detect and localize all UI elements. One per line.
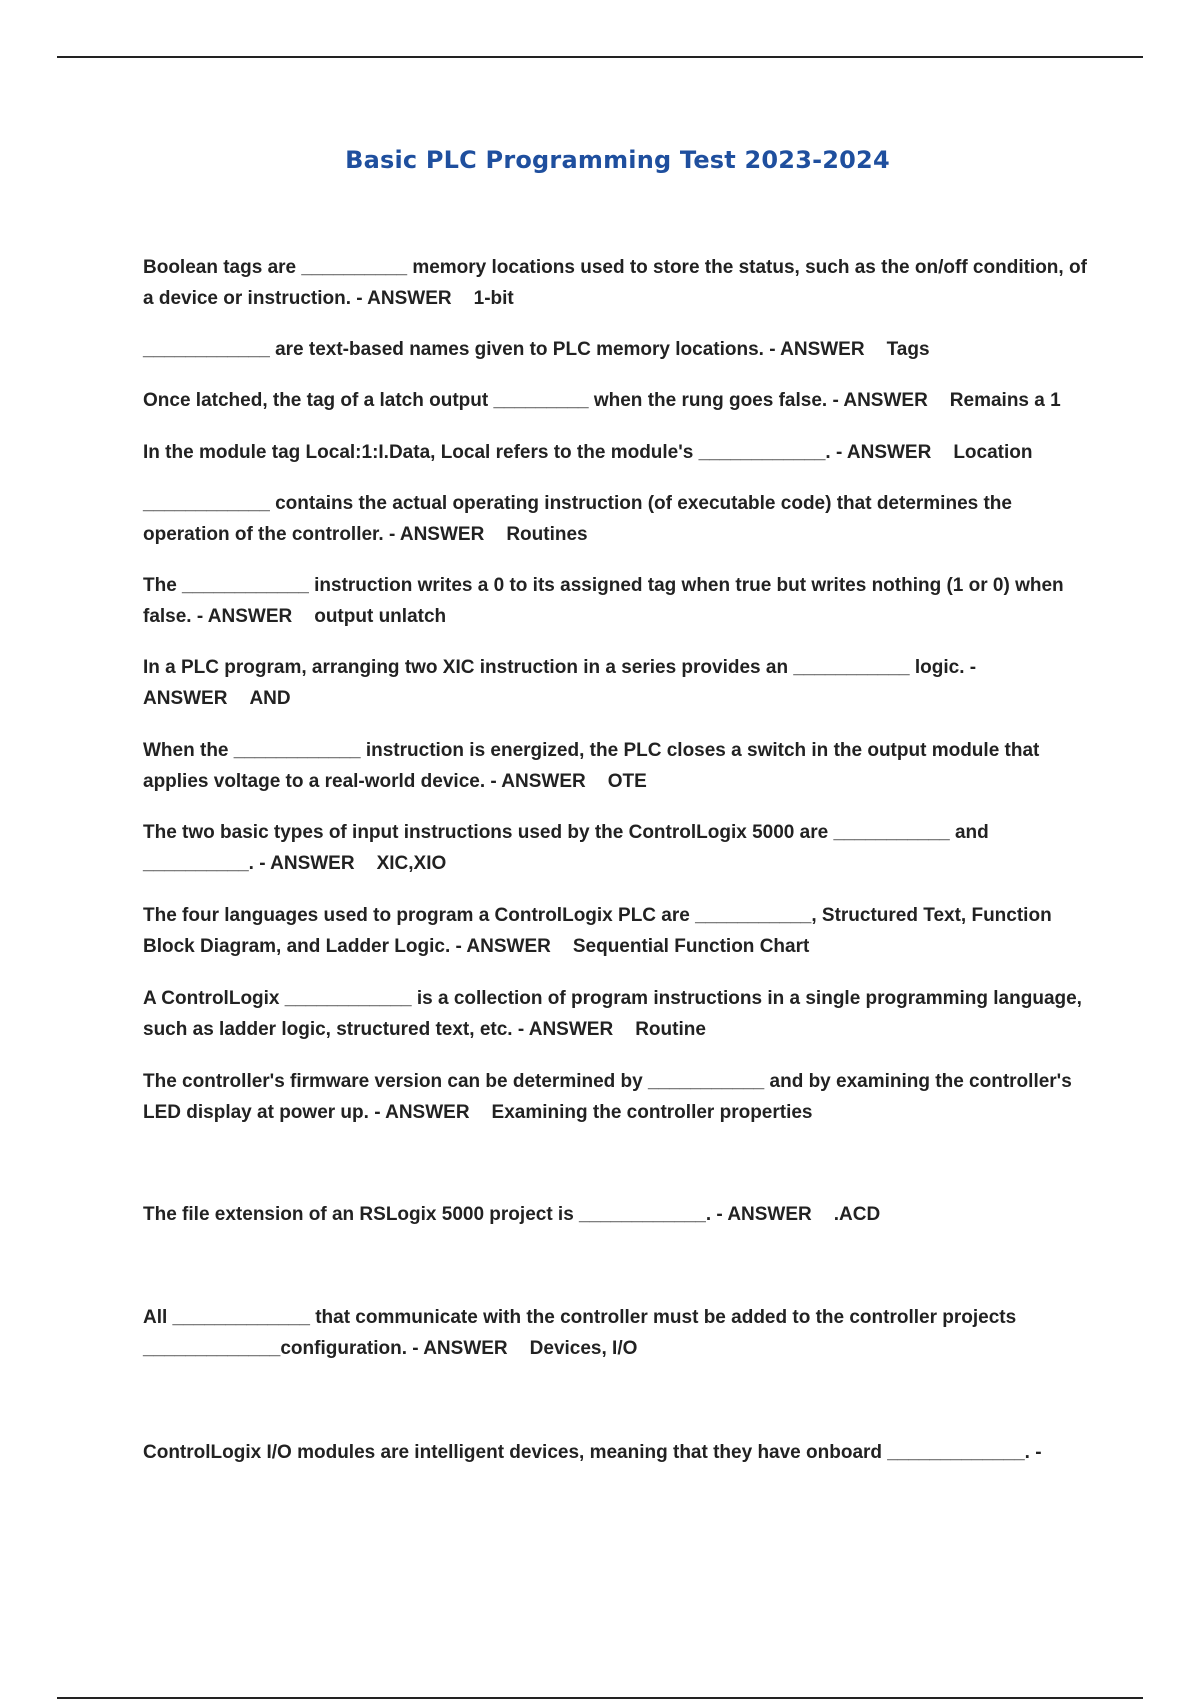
- question-text: In a PLC program, arranging two XIC instruction in a series provides an ___________ logic. - ANSWER: [143, 657, 977, 709]
- answer-text: Sequential Function Chart: [572, 936, 810, 957]
- qa-item-8: [143, 735, 1093, 797]
- top-rule: [57, 56, 1143, 58]
- page-title: Basic PLC Programming Test 2023-2024: [345, 146, 890, 174]
- question-text: The ____________ instruction writes a 0 to its assigned tag when true but writes nothing (1 or 0) when false. - ANSWER: [143, 575, 1064, 627]
- qa-item-9: [143, 817, 1093, 879]
- answer-text: Remains a 1: [949, 390, 1061, 411]
- question-text: In the module tag Local:1:I.Data, Local refers to the module's ____________. - ANSWER: [143, 442, 932, 463]
- qa-item-6: [143, 570, 1093, 632]
- answer-text: 1-bit: [473, 288, 514, 309]
- qa-item-5: [143, 488, 1093, 550]
- answer-text: AND: [249, 688, 291, 709]
- qa-item-15: [143, 1437, 1093, 1468]
- qa-item-10: [143, 900, 1093, 962]
- question-text: Once latched, the tag of a latch output _________ when the rung goes false. - ANSWER: [143, 390, 928, 411]
- question-text: A ControlLogix ____________ is a collection of program instructions in a single programming language, such as ladder logic, structured text, etc. - ANSWER: [143, 988, 1082, 1040]
- answer-text: Devices, I/O: [529, 1338, 638, 1359]
- question-text: The controller's firmware version can be determined by ___________ and by examining the controller's LED display at power up. - ANSWER: [143, 1071, 1072, 1123]
- question-text: The two basic types of input instructions used by the ControlLogix 5000 are ___________ and __________. - ANSWER: [143, 822, 989, 874]
- answer-text: XIC,XIO: [376, 853, 447, 874]
- answer-text: Tags: [886, 339, 930, 360]
- qa-item-2: [143, 334, 1093, 365]
- answer-text: Location: [953, 442, 1033, 463]
- qa-item-7: [143, 652, 1093, 714]
- answer-text: Routine: [635, 1019, 706, 1040]
- question-text: When the ____________ instruction is energized, the PLC closes a switch in the output module that applies voltage to a real-world device. - ANSWER: [143, 740, 1040, 792]
- bottom-rule: [57, 1697, 1143, 1699]
- question-text: The file extension of an RSLogix 5000 project is ____________. - ANSWER: [143, 1204, 812, 1225]
- qa-item-4: [143, 437, 1093, 468]
- qa-item-13: [143, 1199, 1093, 1230]
- answer-text: .ACD: [833, 1204, 881, 1225]
- qa-item-1: [143, 252, 1093, 314]
- question-text: All _____________ that communicate with the controller must be added to the controller projects _____________configuration. - ANSWER: [143, 1307, 1017, 1359]
- question-text: ____________ are text-based names given to PLC memory locations. - ANSWER: [143, 339, 865, 360]
- answer-text: Routines: [506, 524, 588, 545]
- qa-item-3: [143, 385, 1093, 416]
- qa-item-11: [143, 983, 1093, 1045]
- question-text: ControlLogix I/O modules are intelligent devices, meaning that they have onboard _____________. -: [143, 1442, 1042, 1463]
- answer-text: Examining the controller properties: [491, 1102, 813, 1123]
- qa-item-14: [143, 1302, 1093, 1364]
- question-text: Boolean tags are __________ memory locations used to store the status, such as the on/off condition, of a device or instruction. - ANSWER: [143, 257, 1087, 309]
- question-text: ____________ contains the actual operating instruction (of executable code) that determines the operation of the controller. - ANSWER: [143, 493, 1012, 545]
- answer-text: output unlatch: [314, 606, 447, 627]
- question-text: The four languages used to program a ControlLogix PLC are ___________, Structured Text, Function Block Diagram, and Ladder Logic. - ANSWER: [143, 905, 1052, 957]
- answer-text: OTE: [607, 771, 647, 792]
- qa-item-12: [143, 1066, 1093, 1128]
